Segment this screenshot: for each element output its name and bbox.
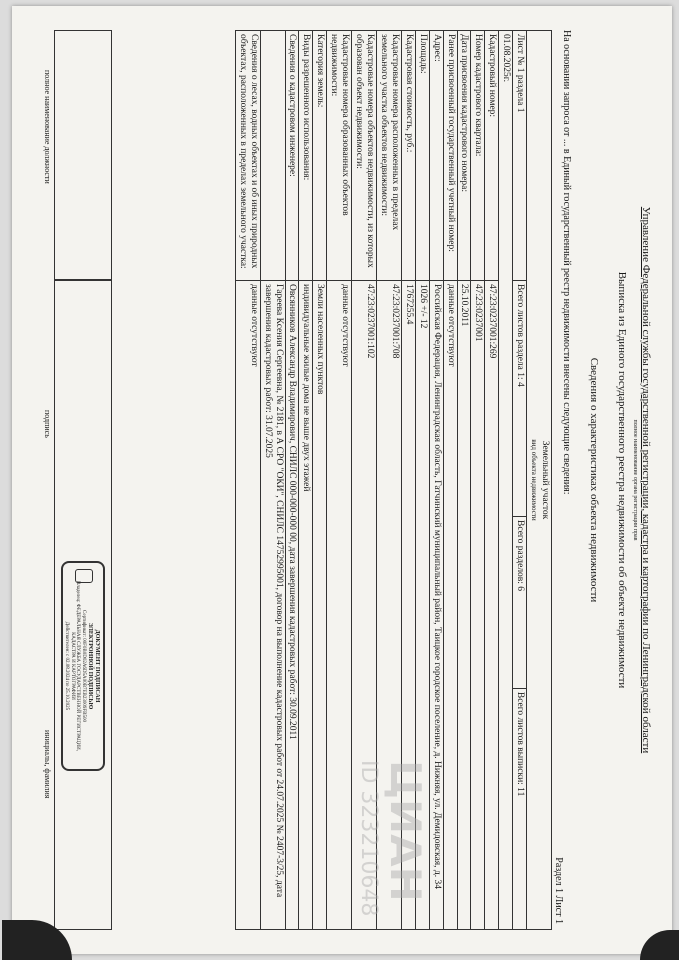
row-value: 47:23:0237001 [471,281,485,930]
watermark-brand: ЦИАН [381,760,430,902]
row-value: данные отсутствуют [235,281,260,930]
watermark-id: ID 323210648 [356,760,381,917]
row-value: Земли населенных пунктов [313,281,327,930]
total-sheets-extract: Всего листов выписки: 11 [513,688,527,929]
row-label: Виды разрешенного использования: [299,31,313,281]
row-value: данные отсутствуют [443,281,457,930]
row-value: индивидуальные жилые дома не выше двух этажей [299,281,313,930]
table-row [285,31,299,930]
stamp-sub: ЭЛЕКТРОННОЙ ПОДПИСЬЮ [87,622,94,710]
emblem-icon [75,569,93,583]
extract-title: Выписка из Единого государственного реестра недвижимости об объекте недвижимости [616,271,628,689]
sheet-number: Лист № 1 раздела 1 [513,31,527,281]
row-label [260,31,285,281]
row-label: Кадастровый номер: [485,31,499,281]
row-label: Номер кадастрового квартала: [471,31,485,281]
row-value: 25.10.2011 [457,281,471,930]
object-kind [527,31,552,930]
row-value: данные отсутствуют [327,281,352,930]
extract-date: 01.08.2025г. [499,31,513,930]
stamp-title: ДОКУМЕНТ ПОДПИСАН [94,629,100,703]
signature-cell [54,280,112,930]
row-label: Кадастровые номера расположенных в пределах земельного участка объектов недвижимости: [377,31,402,281]
row-value: 1026 +/- 12 [415,281,429,930]
table-row [327,31,352,930]
table-row [313,31,327,930]
row-label: Кадастровые номера образованных объектов недвижимости: [327,31,352,281]
table-row [429,31,443,930]
row-label: Сведения о лесах, водных объектах и об иных природных объектах, расположенных в пределах земельного участка: [235,31,260,281]
date-row [499,31,513,930]
table-row [471,31,485,930]
table-row [485,31,499,930]
row-value: 1767255.4 [401,281,415,930]
watermark [356,760,430,916]
initials-caption: инициалы, фамилия [43,730,52,799]
row-value: Овсянников Александр Владимирович, СНИЛС 000-000-000 00, дата завершения кадастровых работ: 30.09.2011 [285,281,299,930]
table-row [260,31,285,930]
agency-name: Управление Федеральной службы государственной регистрации, кадастра и картографии по Ленинградской области [640,206,652,754]
position-cell [54,30,112,280]
row-value: 47:23:0237001:102 [352,281,377,930]
row-label: Кадастровая стоимость, руб.: [401,31,415,281]
row-label: Адрес: [429,31,443,281]
intro-text: На основании запроса от ... в Единый государственный реестр недвижимости внесены следующие сведения: [561,30,572,495]
agency-caption: полное наименование органа регистрации прав [632,419,638,541]
table-row [443,31,457,930]
stamp-cert: Сертификат: 00F0B0D02A6D5A00B7EB23009FB500 [81,610,87,722]
object-kind-value: Земельный участок [540,440,550,520]
row-label: Дата присвоения кадастрового номера: [457,31,471,281]
e-signature-stamp [61,561,105,771]
row-value: Гареева Ксения Сергеевна, № 2181, в А СРО "ОКИ", СНИЛС 14752995001, договор на выполнение кадастровых работ от 24.07.2025 № 2407-3/25, дата завершения кадастровых работ: 31.07.2025 [260,281,285,930]
extract-document [12,6,672,954]
section-title: Сведения о характеристиках объекта недвижимости [588,357,600,603]
object-kind-row [527,31,552,930]
row-label: Площадь: [415,31,429,281]
row-value: 47:23:0237001:708 [377,281,402,930]
table-row [235,31,260,930]
row-label: Кадастровые номера объектов недвижимости, из которых образован объект недвижимости: [352,31,377,281]
object-kind-caption: вид объекта недвижимости [530,439,539,521]
stamp-valid: Действителен: с 02.08.2024 по 25.10.2025 [63,621,69,711]
table-row [457,31,471,930]
row-label: Категория земель: [313,31,327,281]
row-label: Сведения о кадастровом инженере: [285,31,299,281]
table-row [299,31,313,930]
total-sheets-section: Всего листов раздела 1: 4 [513,281,527,517]
stamp-owner: Владелец: ФЕДЕРАЛЬНАЯ СЛУЖБА ГОСУДАРСТВЕННОЙ РЕГИСТРАЦИИ, КАДАСТРА И КАРТОГРАФИИ [69,580,81,752]
total-sections: Всего разделов: 6 [513,517,527,689]
row-label: Ранее присвоенный государственный учетный номер: [443,31,457,281]
position-caption: полное наименование должности [43,70,52,184]
document-sheet [12,6,672,954]
sheet-row [513,31,527,930]
row-value: Российская Федерация, Ленинградская область, Гатчинский муниципальный район, Таицкое городское поселение, д. Нижняя, ул. Демидовская, д. 34 [429,281,443,930]
row-value: 47:23:0237001:269 [485,281,499,930]
signature-caption: подпись [43,410,52,438]
section-tag: Раздел 1 Лист 1 [553,857,564,924]
signature-block [32,30,112,930]
